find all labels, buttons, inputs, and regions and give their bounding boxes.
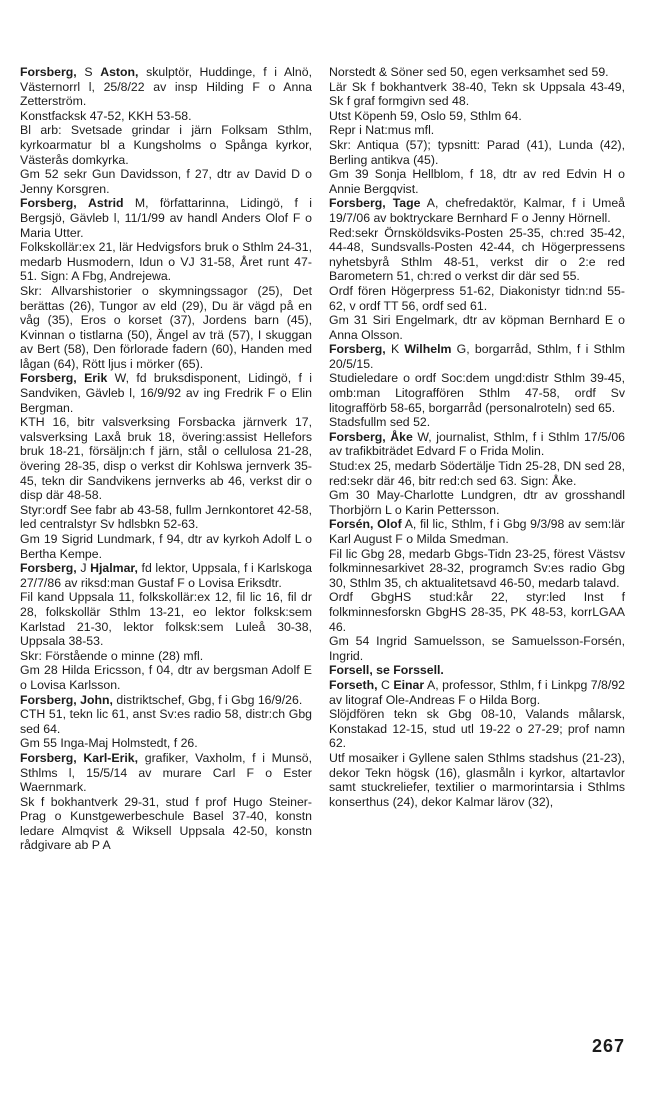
entry-text: Gm 54 Ingrid Samuelsson, se Samuelsson-Forsén, Ingrid.	[329, 634, 625, 663]
entry-heading-paragraph	[329, 342, 625, 371]
entry-text: M, författarinna, Lidingö, f i Bergsjö, Gävleb l, 11/1/99 av handl Anders Olof F o Maria Utter.	[20, 196, 312, 240]
entry-given-name: Hjalmar,	[90, 561, 138, 576]
entry-paragraph	[329, 313, 625, 342]
entry-text: A, chefredaktör, Kalmar, f i Umeå 19/7/06 av boktryckare Bernhard F o Jenny Hörnell.	[329, 196, 626, 225]
entry-heading-paragraph	[20, 751, 312, 795]
entry-text: Gm 28 Hilda Ericsson, f 04, dtr av bergsman Adolf E o Lovisa Karlsson.	[20, 663, 312, 692]
entry-text: A, professor, Sthlm, f i Linkpg 7/8/92 av litograf Ole-Andreas F o Hilda Borg.	[329, 677, 625, 707]
entry-initial: C	[381, 677, 390, 692]
entry-paragraph	[329, 65, 625, 80]
entry-paragraph	[20, 590, 312, 648]
entry-given-name: Karl-Erik,	[83, 750, 139, 765]
page-number: 267	[592, 1036, 626, 1056]
entry-text: Gm 52 sekr Gun Davidsson, f 27, dtr av David D o Jenny Korsgren.	[20, 167, 312, 196]
entry-text: fd lektor, Uppsala, f i Karlskoga 27/7/86 av riksd:man Gustaf F o Lovisa Eriksdtr.	[20, 561, 312, 590]
entry-text: grafiker, Vaxholm, f i Munsö, Sthlms l, 15/5/14 av murare Carl F o Ester Waernmark.	[20, 750, 312, 795]
entry-paragraph	[20, 663, 312, 692]
entry-given-name: Aston,	[100, 65, 139, 79]
entry-text: Gm 30 May-Charlotte Lundgren, dtr av grosshandl Thorbjörn L o Karin Pettersson.	[329, 488, 625, 517]
entry-paragraph	[329, 284, 625, 313]
entry-paragraph	[329, 371, 625, 415]
entry-paragraph	[329, 590, 625, 634]
entry-text: Folkskollär:ex 21, lär Hedvigsfors bruk o Sthlm 24-31, medarb Husmodern, Idun o VJ 31-58, Året runt 47-51. Sign: A Fbg, Andrejewa.	[20, 240, 312, 284]
entry-text: Stud:ex 25, medarb Södertälje Tidn 25-28, DN sed 28, red:sekr där 46, bitr red:ch sed 63. Sign: Åke.	[329, 459, 625, 488]
entry-paragraph	[329, 751, 625, 809]
entry-paragraph	[20, 284, 312, 372]
entry-surname: Forsberg,	[329, 429, 386, 444]
entry-paragraph	[329, 123, 625, 138]
entry-heading-paragraph	[329, 517, 625, 546]
entry-text: Utf mosaiker i Gyllene salen Sthlms stadshus (21-23), dekor Tekn högsk (16), glasmåln i kyrkor, altartavlor samt stuckreliefer, textilier o marmorintarsia i Sthlms konserthus (24), dekor Kalmar lärov (32),	[329, 750, 625, 809]
entry-text: distriktschef, Gbg, f i Gbg 16/9/26.	[112, 692, 303, 707]
entry-surname: Forsberg,	[329, 196, 386, 211]
entry-surname: Forseth,	[329, 677, 378, 692]
left-column	[20, 65, 312, 853]
entry-surname: Forsén,	[329, 517, 374, 532]
entry-paragraph	[329, 167, 625, 196]
entry-paragraph	[329, 109, 625, 124]
entry-text: Norstedt & Söner sed 50, egen verksamhet sed 59.	[329, 65, 609, 79]
entry-heading-paragraph	[329, 430, 625, 459]
entry-initial: K	[390, 342, 400, 357]
entry-paragraph	[329, 415, 625, 430]
entry-given-name: Åke	[390, 429, 413, 444]
entry-text: Fil kand Uppsala 11, folkskollär:ex 12, fil lic 16, fil dr 28, folkskollär Sthlm 13-21, eo lektor folksk:sem Karlstad 21-30, lektor folksk:sem Luleå 30-38, Uppsala 38-53.	[20, 590, 312, 649]
entry-text: Skr: Allvarshistorier o skymningssagor (25), Det berättas (26), Tungor av eld (29), Du är vägd på en våg (35), Eros o korset (37), Jordens barn (45), Kvinnan o tistlarna (50), Ängel av trä (57), I skuggan av Bert (58), Den förlorade fadern (60), Handen med lågan (64), Rött ljus i mörker (65).	[20, 283, 312, 371]
entry-paragraph	[329, 547, 625, 591]
entry-paragraph	[329, 138, 625, 167]
entry-given-name: John,	[80, 692, 113, 707]
right-column	[329, 65, 625, 809]
entry-text: Gm 31 Siri Engelmark, dtr av köpman Bernhard E o Anna Olsson.	[329, 313, 625, 342]
entry-text: G, borgarråd, Sthlm, f i Sthlm 20/5/15.	[329, 342, 625, 371]
entry-paragraph	[20, 532, 312, 561]
entry-given-name: Astrid	[88, 196, 124, 211]
entry-given-name: Erik	[84, 371, 108, 386]
entry-surname: Forsell,	[329, 663, 373, 678]
entry-text: Sk f bokhantverk 29-31, stud f prof Hugo Steiner-Prag o Kunstgewerbeschule Basel 37-40, konstn ledare Almqvist & Wiksell Uppsala 42-50, konstn rådgivare ab P A	[20, 794, 312, 853]
entry-text: Gm 19 Sigrid Lundmark, f 94, dtr av kyrkoh Adolf L o Bertha Kempe.	[20, 532, 312, 561]
entry-text: Repr i Nat:mus mfl.	[329, 123, 435, 138]
entry-text: KTH 16, bitr valsverksing Forsbacka järnverk 17, valsverksing Laxå bruk 18, övering:assist Hellefors bruk 18-21, försäljn:ch f järn, stål o cellulosa 21-28, övering 28-35, disp o verkst dir Kohlswa jernverk 35-45, tekn dir Sandvikens jernverks ab 46, verkst dir o disp där 48-58.	[20, 415, 312, 503]
entry-paragraph	[329, 488, 625, 517]
entry-text: Ordf fören Högerpress 51-62, Diakonistyr tidn:nd 55-62, v ordf TT 56, ordf sed 61.	[329, 283, 625, 313]
entry-text: se Forssell.	[372, 663, 444, 678]
entry-initial: J	[80, 561, 87, 576]
entry-paragraph	[20, 736, 312, 751]
entry-heading-paragraph	[20, 561, 312, 590]
entry-text: Konstfacksk 47-52, KKH 53-58.	[20, 108, 192, 123]
entry-text: W, journalist, Sthlm, f i Sthlm 17/5/06 av trafikbiträdet Edvard F o Frida Molin.	[329, 429, 625, 459]
entry-heading-paragraph	[20, 371, 312, 415]
entry-surname: Forsberg,	[20, 750, 77, 765]
entry-text: Skr: Antiqua (57); typsnitt: Parad (41), Lunda (42), Berling antikva (45).	[329, 137, 625, 167]
entry-surname: Forsberg,	[20, 196, 77, 211]
entry-heading-paragraph	[20, 693, 312, 708]
entry-text: A, fil lic, Sthlm, f i Gbg 9/3/98 av sem:lär Karl August F o Milda Smedman.	[329, 517, 626, 546]
entry-text: CTH 51, tekn lic 61, anst Sv:es radio 58, distr:ch Gbg sed 64.	[20, 707, 312, 736]
entry-given-name: Tage	[392, 196, 421, 211]
entry-paragraph	[20, 503, 312, 532]
entry-heading-paragraph	[20, 196, 312, 240]
entry-paragraph	[20, 240, 312, 284]
entry-given-name: Einar	[393, 677, 425, 692]
entry-paragraph	[20, 707, 312, 736]
entry-text: Gm 39 Sonja Hellblom, f 18, dtr av red Edvin H o Annie Bergqvist.	[329, 167, 625, 196]
entry-paragraph	[20, 415, 312, 503]
entry-paragraph	[329, 459, 625, 488]
entry-text: Gm 55 Inga-Maj Holmstedt, f 26.	[20, 736, 198, 751]
entry-surname: Forsberg,	[20, 65, 77, 79]
entry-heading-paragraph	[329, 678, 625, 707]
entry-paragraph	[329, 634, 625, 663]
entry-text: Fil lic Gbg 28, medarb Gbgs-Tidn 23-25, förest Västsv folkminnesarkivet 28-32, programch Sv:es radio Gbg 30, Sthlm 35, ch aktualitetsavd 46-50, medarb talavd.	[329, 546, 625, 590]
entry-text: Stadsfullm sed 52.	[329, 415, 431, 430]
entry-surname: Forsberg,	[20, 692, 77, 707]
entry-text: Lär Sk f bokhantverk 38-40, Tekn sk Uppsala 43-49, Sk f graf formgivn sed 48.	[329, 79, 625, 109]
entry-surname: Forsberg,	[20, 371, 77, 386]
entry-paragraph	[20, 795, 312, 853]
entry-paragraph	[20, 109, 312, 124]
entry-text: Red:sekr Örnsköldsviks-Posten 25-35, ch:red 35-42, 44-48, Sundsvalls-Posten 42-44, ch Högerpressens nyhetsbyrå Sthlm 48-51, verkst dir o 2:e red Barometern 51, ch:red o verkst dir där sed 55.	[329, 225, 625, 284]
entry-text: W, fd bruksdisponent, Lidingö, f i Sandviken, Gävleb l, 16/9/92 av ing Fredrik F o Elin Bergman.	[20, 371, 312, 415]
entry-heading-paragraph	[20, 65, 312, 109]
entry-surname: Forsberg,	[20, 561, 77, 576]
entry-text: Ordf GbgHS stud:kår 22, styr:led Inst f folkminnesforskn GbgHS 28-35, PK 48-53, korrLGAA 46.	[329, 590, 625, 634]
entry-heading-paragraph	[329, 196, 625, 225]
entry-given-name: Wilhelm	[404, 342, 452, 357]
entry-text: Skr: Förstående o minne (28) mfl.	[20, 648, 204, 663]
entry-text: Styr:ordf See fabr ab 43-58, fullm Jernkontoret 42-58, led centralstyr Sv hdlsbkn 52-63.	[20, 502, 312, 532]
entry-initial: S	[84, 65, 93, 79]
entry-heading-paragraph	[329, 663, 625, 678]
entry-text: skulptör, Huddinge, f i Alnö, Västernorrl l, 25/8/22 av insp Hilding F o Anna Zetterström.	[20, 65, 312, 109]
entry-text: Bl arb: Svetsade grindar i järn Folksam Sthlm, kyrkoarmatur bl a Kungsholms o Spånga kyrkor, Västerås domkyrka.	[20, 123, 312, 167]
entry-given-name: Olof	[377, 517, 402, 532]
entry-paragraph	[20, 167, 312, 196]
entry-paragraph	[20, 123, 312, 167]
entry-text: Utst Köpenh 59, Oslo 59, Sthlm 64.	[329, 108, 522, 123]
entry-paragraph	[329, 80, 625, 109]
entry-text: Slöjdfören tekn sk Gbg 08-10, Valands målarsk, Konstakad 12-15, stud utl 19-22 o 27-29; prof namn 62.	[329, 707, 625, 751]
entry-paragraph	[329, 707, 625, 751]
entry-paragraph	[20, 649, 312, 664]
entry-text: Studieledare o ordf Soc:dem ungd:distr Sthlm 39-45, omb:man Litograffören Sthlm 47-58, ordf Sv litografförb 58-65, borgarråd (personalroteln) sed 65.	[329, 371, 625, 415]
entry-paragraph	[329, 226, 625, 284]
entry-surname: Forsberg,	[329, 342, 386, 357]
